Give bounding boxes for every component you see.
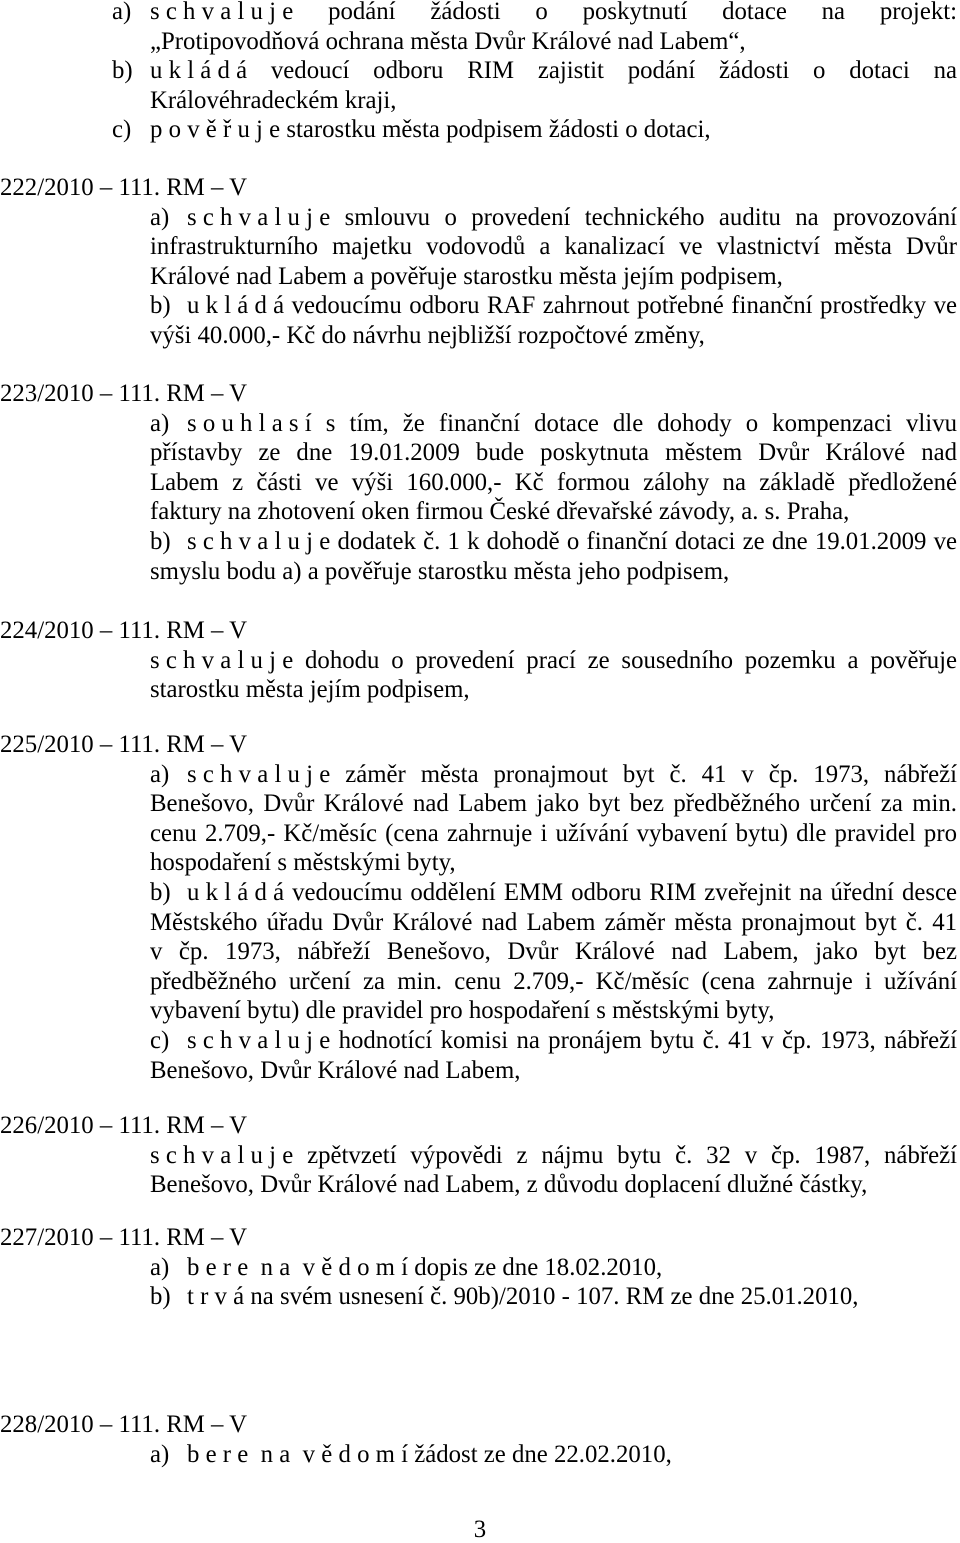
resolution-item-a bbox=[150, 409, 957, 527]
item-text-line: hospodaření s městskými byty, bbox=[150, 849, 456, 877]
resolution-header: 222/2010 – 111. RM – V bbox=[0, 174, 248, 201]
item-text-line bbox=[150, 760, 957, 790]
item-text: dopis ze dne 18.02.2010, bbox=[414, 1253, 663, 1281]
item-keyword: s c h v a l u j e bbox=[150, 0, 294, 25]
item-label: b) bbox=[150, 1283, 171, 1311]
item-text-line: starostku města jejím podpisem, bbox=[150, 676, 470, 704]
item-text-line: Králové nad Labem a pověřuje starostku města jejím podpisem, bbox=[150, 262, 783, 290]
item-label: b) bbox=[150, 292, 171, 320]
item-label: a) bbox=[150, 203, 170, 231]
item-text: dodatek č. 1 k dohodě o finanční dotaci ze dne 19.01.2009 ve bbox=[337, 527, 957, 555]
item-label: a) bbox=[150, 409, 170, 437]
item-text-line bbox=[150, 1026, 957, 1056]
resolution-item-a bbox=[150, 203, 957, 292]
item-label: a) bbox=[112, 0, 132, 25]
resolution-228 bbox=[0, 1410, 957, 1469]
item-label: c) bbox=[150, 1026, 170, 1054]
item-text-line: Královéhradeckém kraji, bbox=[150, 86, 397, 114]
item-text-line bbox=[150, 1282, 957, 1312]
item-keyword: t r v á bbox=[187, 1283, 245, 1311]
item-label: a) bbox=[150, 1440, 170, 1468]
item-text: hodnotící komisi na pronájem bytu č. 41 v čp. 1973, nábřeží bbox=[338, 1026, 958, 1054]
item-keyword: s c h v a l u j e bbox=[187, 1026, 331, 1054]
resolution-item-a bbox=[150, 760, 957, 878]
item-keyword: s c h v a l u j e bbox=[187, 527, 331, 555]
item-keyword: p o v ě ř u j e bbox=[150, 116, 281, 144]
item-keyword: b e r e n a v ě d o m í bbox=[187, 1440, 409, 1468]
item-text-line: cenu 2.709,- Kč/měsíc (cena zahrnuje i užívání vybavení bytu) dle pravidel pro bbox=[150, 819, 957, 847]
item-text-line: Benešovo, Dvůr Králové nad Labem, bbox=[150, 1056, 521, 1084]
page-number: 3 bbox=[473, 1516, 487, 1543]
resolution-header: 224/2010 – 111. RM – V bbox=[0, 617, 248, 644]
resolution-item-c bbox=[150, 1026, 957, 1085]
item-text-line: infrastrukturního majetku vodovodů a kanalizací ve vlastnictví města Dvůr bbox=[150, 233, 957, 261]
resolution-item bbox=[150, 646, 957, 705]
item-keyword: u k l á d á bbox=[150, 57, 248, 85]
item-text: s tím, že finanční dotace dle dohody o kompenzaci vlivu bbox=[325, 409, 957, 437]
resolution-223 bbox=[0, 379, 957, 586]
resolution-item-a bbox=[150, 1440, 957, 1470]
item-text: dohodu o provedení prací ze sousedního pozemku a pověřuje bbox=[305, 646, 957, 674]
item-text-line bbox=[150, 1253, 957, 1283]
item-text-line bbox=[112, 56, 957, 86]
resolution-227 bbox=[0, 1223, 957, 1312]
resolution-224 bbox=[0, 616, 957, 705]
item-text-line: „Protipovodňová ochrana města Dvůr Králové nad Labem“, bbox=[150, 27, 746, 55]
item-keyword: u k l á d á bbox=[187, 878, 285, 906]
resolution-item bbox=[150, 1141, 957, 1200]
item-text-line bbox=[150, 1141, 957, 1171]
resolution-222 bbox=[0, 173, 957, 351]
item-text: starostku města podpisem žádosti o dotaci, bbox=[286, 116, 711, 144]
resolution-continuation bbox=[0, 0, 957, 145]
item-text-line: Labem z části ve výši 160.000,- Kč formou zálohy na základě předložené bbox=[150, 468, 957, 496]
item-text-line bbox=[112, 115, 957, 145]
resolution-225 bbox=[0, 730, 957, 1085]
item-text: vedoucímu oddělení EMM odboru RIM zveřejnit na úřední desce bbox=[292, 878, 958, 906]
item-text-line: v čp. 1973, nábřeží Benešovo, Dvůr Králové nad Labem, jako byt bez bbox=[150, 938, 957, 966]
resolution-header: 226/2010 – 111. RM – V bbox=[0, 1112, 248, 1139]
item-label: b) bbox=[112, 57, 133, 85]
item-text-line bbox=[150, 291, 957, 321]
item-text-line: přístavby ze dne 19.01.2009 bude poskytnuta městem Dvůr Králové nad bbox=[150, 439, 957, 467]
item-text-line bbox=[150, 203, 957, 233]
item-text-line: vybavení bytu) dle pravidel pro hospodaření s městskými byty, bbox=[150, 997, 775, 1025]
item-text-line: předběžného určení za min. cenu 2.709,- Kč/měsíc (cena zahrnuje i užívání bbox=[150, 967, 957, 995]
item-text: zpětvzetí výpovědi z nájmu bytu č. 32 v čp. 1987, nábřeží bbox=[307, 1141, 957, 1169]
item-text: podání žádosti o poskytnutí dotace na projekt: bbox=[328, 0, 957, 25]
resolution-header: 225/2010 – 111. RM – V bbox=[0, 731, 248, 758]
resolution-item-b bbox=[150, 291, 957, 350]
resolution-item-b bbox=[150, 527, 957, 586]
item-text-line bbox=[150, 646, 957, 676]
item-keyword: u k l á d á bbox=[187, 292, 285, 320]
item-text-line bbox=[150, 409, 957, 439]
item-text: smlouvu o provedení technického auditu na provozování bbox=[344, 203, 958, 231]
item-text-line bbox=[150, 1440, 957, 1470]
item-label: b) bbox=[150, 878, 171, 906]
resolution-item-c bbox=[112, 115, 957, 145]
item-label: c) bbox=[112, 116, 132, 144]
item-text-line bbox=[150, 527, 957, 557]
item-text: vedoucímu odboru RAF zahrnout potřebné finanční prostředky ve bbox=[291, 292, 957, 320]
item-text: na svém usnesení č. 90b)/2010 - 107. RM ze dne 25.01.2010, bbox=[250, 1283, 859, 1311]
resolution-226 bbox=[0, 1111, 957, 1200]
resolution-header: 223/2010 – 111. RM – V bbox=[0, 380, 248, 407]
item-keyword: b e r e n a v ě d o m í bbox=[187, 1253, 409, 1281]
resolution-header: 227/2010 – 111. RM – V bbox=[0, 1224, 248, 1251]
item-text-line: Benešovo, Dvůr Králové nad Labem jako byt bez předběžného určení za min. bbox=[150, 790, 957, 818]
item-label: a) bbox=[150, 760, 170, 788]
item-text: vedoucí odboru RIM zajistit podání žádosti o dotaci na bbox=[270, 57, 957, 85]
item-keyword: s c h v a l u j e bbox=[150, 1141, 294, 1169]
item-keyword: s o u h l a s í bbox=[187, 409, 312, 437]
item-text: záměr města pronajmout byt č. 41 v čp. 1973, nábřeží bbox=[345, 760, 958, 788]
resolution-item-a bbox=[150, 1253, 957, 1283]
item-text: žádost ze dne 22.02.2010, bbox=[414, 1440, 672, 1468]
resolution-item-b bbox=[112, 56, 957, 115]
item-text-line: faktury na zhotovení oken firmou České dřevařské závody, a. s. Praha, bbox=[150, 498, 850, 526]
item-text-line: Benešovo, Dvůr Králové nad Labem, z důvodu doplacení dlužné částky, bbox=[150, 1171, 868, 1199]
resolution-item-b bbox=[150, 878, 957, 1026]
item-text-line: výši 40.000,- Kč do návrhu nejbližší rozpočtové změny, bbox=[150, 321, 705, 349]
item-label: b) bbox=[150, 527, 171, 555]
item-text-line: smyslu bodu a) a pověřuje starostku města jeho podpisem, bbox=[150, 557, 730, 585]
resolution-item-b bbox=[150, 1282, 957, 1312]
item-text-line: Městského úřadu Dvůr Králové nad Labem záměr města pronajmout byt č. 41 bbox=[150, 908, 957, 936]
item-text-line bbox=[112, 0, 957, 27]
item-label: a) bbox=[150, 1253, 170, 1281]
item-keyword: s c h v a l u j e bbox=[187, 760, 331, 788]
resolution-item-a bbox=[112, 0, 957, 56]
item-text-line bbox=[150, 878, 957, 908]
resolution-header: 228/2010 – 111. RM – V bbox=[0, 1411, 248, 1438]
item-keyword: s c h v a l u j e bbox=[150, 646, 294, 674]
item-keyword: s c h v a l u j e bbox=[187, 203, 331, 231]
